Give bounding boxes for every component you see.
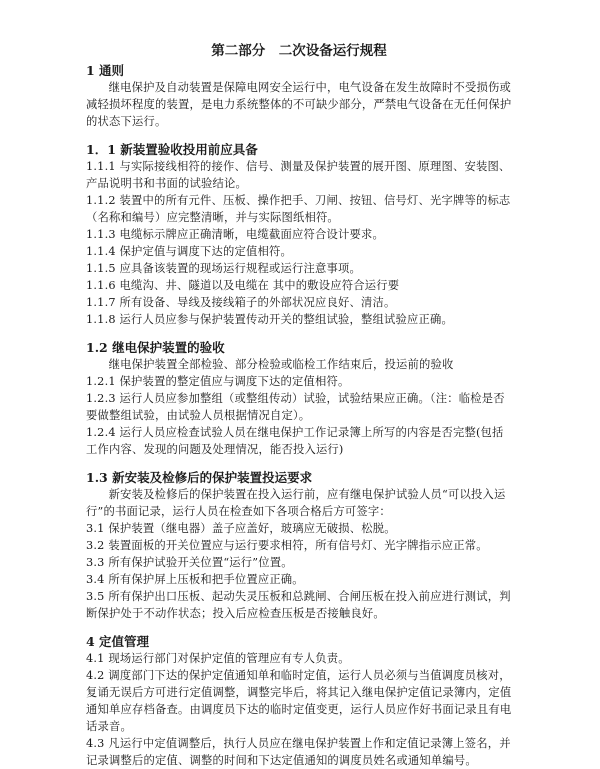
item-3-5: 3.5 所有保护出口压板、起动失灵压板和总跳闸、合闸压板在投入前应进行测试，判断保护处于不动作状态；投入后应检查压板是否接触良好。 bbox=[86, 590, 511, 620]
item-3-2: 3.2 装置面板的开关位置应与运行要求相符，所有信号灯、光字牌指示应正常。 bbox=[86, 539, 488, 552]
item-1-2-3: 1.2.3 运行人员应参加整组（或整组传动）试验，试验结果应正确。（注：临检是否要做整组试验，由试验人员根据情况自定）。 bbox=[86, 392, 505, 422]
item-3-1: 3.1 保护装置（继电器）盖子应盖好，玻璃应无破损、松脱。 bbox=[86, 522, 396, 535]
item-4-3: 4.3 凡运行中定值调整后，执行人员应在继电保护装置上作和定值记录簿上签名，并记录调整后的定值、调整的时间和下达定值通知的调度员姓名或通知单编号。 bbox=[86, 737, 511, 767]
item-1-1-7: 1.1.7 所有设备、导线及接线箱子的外部状况应良好、清洁。 bbox=[86, 296, 396, 309]
section-1-3-heading: 1.3 新安装及检修后的保护装置投运要求 bbox=[86, 470, 313, 485]
section-1-3-intro: 新安装及检修后的保护装置在投入运行前，应有继电保护试验人员“可以投入运行”的书面记录，运行人员在检查如下各项合格后方可签字： bbox=[86, 488, 506, 518]
item-1-1-3: 1.1.3 电缆标示牌应正确清晰，电缆截面应符合设计要求。 bbox=[86, 228, 384, 241]
item-3-4: 3.4 所有保护屏上压板和把手位置应正确。 bbox=[86, 573, 304, 586]
item-1-1-2: 1.1.2 装置中的所有元件、压板、操作把手、刀闸、按钮、信号灯、光字牌等的标志（名称和编号）应完整清晰，并与实际图纸相符。 bbox=[86, 194, 511, 224]
section-1-1-heading: 1．1 新装置验收投用前应具备 bbox=[86, 142, 258, 157]
item-1-1-8: 1.1.8 运行人员应参与保护装置传动开关的整组试验，整组试验应正确。 bbox=[86, 313, 453, 326]
section-1-2-intro: 继电保护装置全部检验、部分检验或临检工作结束后，投运前的验收 bbox=[108, 358, 454, 371]
item-4-1: 4.1 现场运行部门对保护定值的管理应有专人负责。 bbox=[86, 652, 350, 665]
item-3-3: 3.3 所有保护试验开关位置“运行”位置。 bbox=[86, 556, 293, 569]
item-4-2: 4.2 调度部门下达的保护定值通知单和临时定值，运行人员必须与当值调度员核对，复诵无误后方可进行定值调整，调整完毕后，将其记入继电保护定值记录簿内，定值通知单应存档备查。由调度员下达的临时定值变更，运行人员应作好书面记录且有电话录音。 bbox=[86, 669, 512, 733]
item-1-1-1: 1.1.1 与实际接线相符的接作、信号、测量及保护装置的展开图、原理图、安装图、产品说明书和书面的试验结论。 bbox=[86, 160, 511, 190]
section-1-2-heading: 1.2 继电保护装置的验收 bbox=[86, 340, 225, 355]
item-1-1-6: 1.1.6 电缆沟、井、隧道以及电缆在 其中的敷设应符合运行要 bbox=[86, 279, 400, 292]
section-4-heading: 4 定值管理 bbox=[86, 634, 150, 649]
page-title: 第二部分 二次设备运行规程 bbox=[211, 43, 387, 59]
item-1-2-1: 1.2.1 保护装置的整定值应与调度下达的定值相符。 bbox=[86, 375, 350, 388]
item-1-1-4: 1.1.4 保护定值与调度下达的定值相符。 bbox=[86, 245, 292, 258]
section-1-body: 继电保护及自动装置是保障电网安全运行中，电气设备在发生故障时不受损伤或减轻损坏程度的装置，是电力系统整体的不可缺少部分，严禁电气设备在无任何保护的状态下运行。 bbox=[86, 81, 512, 128]
item-1-1-5: 1.1.5 应具备该装置的现场运行规程或运行注意事项。 bbox=[86, 262, 361, 275]
section-1-heading: 1 通则 bbox=[86, 63, 125, 78]
item-1-2-4: 1.2.4 运行人员应检查试验人员在继电保护工作记录簿上所写的内容是否完整(包括工作内容、发现的问题及处理情况，能否投入运行) bbox=[86, 426, 504, 456]
